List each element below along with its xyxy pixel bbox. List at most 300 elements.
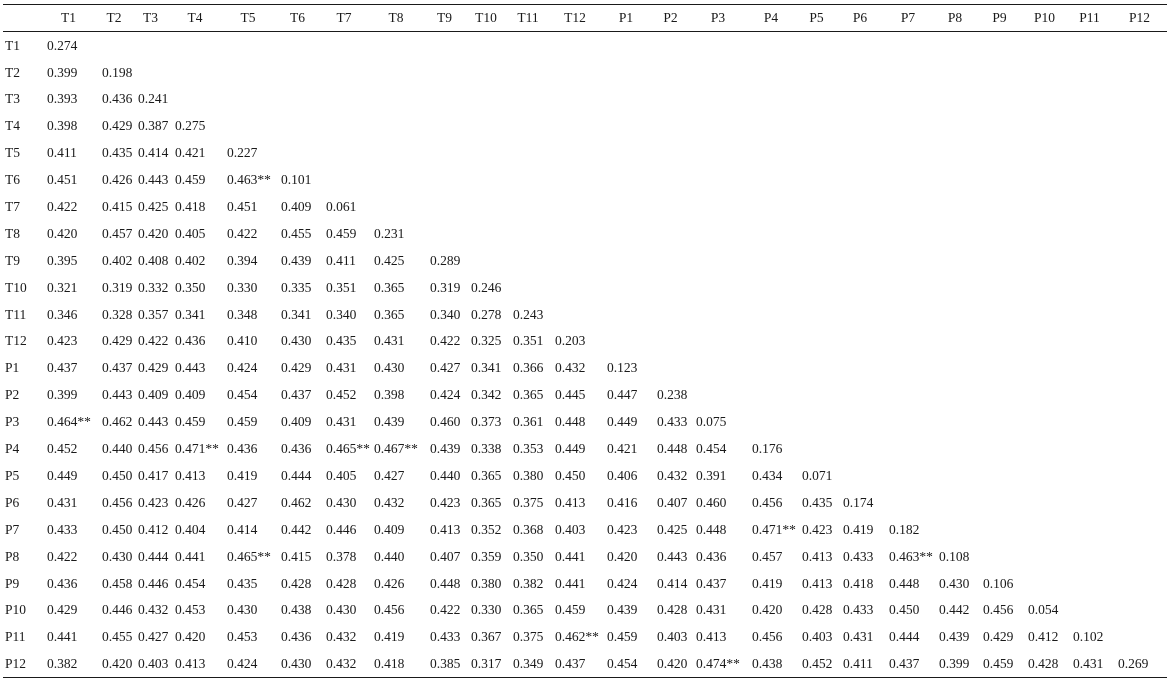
table-cell: 0.365: [374, 306, 405, 322]
empty-cell: [424, 140, 465, 167]
table-cell: 0.437: [889, 656, 920, 672]
table-cell: 0.108: [939, 548, 970, 564]
table-cell: 0.375: [513, 494, 544, 510]
empty-cell: [1067, 435, 1112, 462]
table-cell: 0.419: [843, 521, 874, 537]
empty-cell: [1022, 408, 1067, 435]
empty-cell: [507, 86, 549, 113]
table-cell: 0.174: [843, 494, 874, 510]
empty-cell: [837, 408, 883, 435]
empty-cell: [465, 166, 507, 193]
table-cell: 0.422: [430, 333, 461, 349]
table-cell: 0.429: [102, 118, 133, 134]
table-cell: 0.432: [555, 360, 586, 376]
empty-cell: [601, 166, 651, 193]
table-cell: 0.412: [1028, 629, 1059, 645]
empty-cell: [977, 462, 1022, 489]
table-cell: 0.430: [374, 360, 405, 376]
empty-cell: [549, 32, 601, 59]
table-cell: 0.424: [227, 656, 258, 672]
table-cell: 0.452: [47, 441, 78, 457]
empty-cell: [1067, 328, 1112, 355]
empty-cell: [933, 408, 977, 435]
empty-cell: [690, 113, 746, 140]
empty-cell: [1067, 86, 1112, 113]
empty-cell: [1112, 408, 1167, 435]
empty-cell: [368, 166, 424, 193]
empty-cell: [1112, 193, 1167, 220]
table-cell: 0.428: [1028, 656, 1059, 672]
table-cell: 0.454: [175, 575, 206, 591]
row-header: P7: [5, 521, 20, 537]
empty-cell: [1022, 382, 1067, 409]
column-header: T9: [437, 10, 452, 26]
table-row: [3, 355, 1167, 382]
table-cell: 0.319: [430, 279, 461, 295]
table-row: [3, 247, 1167, 274]
row-header: P11: [5, 629, 26, 645]
table-cell: 0.426: [102, 172, 133, 188]
table-cell: 0.340: [326, 306, 357, 322]
table-cell: 0.415: [102, 199, 133, 215]
empty-cell: [651, 247, 690, 274]
empty-cell: [601, 59, 651, 86]
table-cell: 0.471**: [752, 521, 796, 537]
empty-cell: [1067, 408, 1112, 435]
empty-cell: [746, 166, 796, 193]
empty-cell: [1067, 462, 1112, 489]
table-row: [3, 624, 1167, 651]
table-cell: 0.361: [513, 414, 544, 430]
table-cell: 0.394: [227, 252, 258, 268]
empty-cell: [883, 489, 933, 516]
empty-cell: [933, 516, 977, 543]
empty-cell: [837, 193, 883, 220]
empty-cell: [1112, 59, 1167, 86]
table-row: [3, 650, 1167, 677]
empty-cell: [977, 32, 1022, 59]
row-header: T3: [5, 91, 20, 107]
table-cell: 0.456: [752, 494, 783, 510]
table-cell: 0.433: [843, 602, 874, 618]
table-cell: 0.437: [555, 656, 586, 672]
table-cell: 0.198: [102, 64, 133, 80]
table-cell: 0.435: [227, 575, 258, 591]
empty-cell: [796, 301, 837, 328]
distance-matrix-table: [3, 4, 1167, 678]
empty-cell: [1112, 516, 1167, 543]
empty-cell: [1022, 301, 1067, 328]
empty-cell: [651, 32, 690, 59]
empty-cell: [1022, 59, 1067, 86]
table-cell: 0.102: [1073, 629, 1104, 645]
empty-cell: [368, 193, 424, 220]
table-cell: 0.427: [374, 467, 405, 483]
empty-cell: [883, 166, 933, 193]
empty-cell: [977, 247, 1022, 274]
empty-cell: [796, 274, 837, 301]
empty-cell: [1067, 382, 1112, 409]
empty-cell: [883, 435, 933, 462]
empty-cell: [837, 113, 883, 140]
table-cell: 0.430: [281, 333, 312, 349]
empty-cell: [1112, 382, 1167, 409]
empty-cell: [796, 328, 837, 355]
empty-cell: [933, 86, 977, 113]
table-cell: 0.428: [802, 602, 833, 618]
empty-cell: [651, 274, 690, 301]
table-cell: 0.432: [326, 629, 357, 645]
table-cell: 0.471**: [175, 441, 219, 457]
table-cell: 0.422: [227, 225, 258, 241]
table-cell: 0.054: [1028, 602, 1059, 618]
column-header: P2: [663, 10, 678, 26]
table-row: [3, 166, 1167, 193]
table-row: [3, 489, 1167, 516]
table-cell: 0.395: [47, 252, 78, 268]
table-row: [3, 543, 1167, 570]
table-cell: 0.448: [657, 441, 688, 457]
empty-cell: [933, 32, 977, 59]
empty-cell: [746, 193, 796, 220]
table-cell: 0.424: [607, 575, 638, 591]
empty-cell: [651, 59, 690, 86]
table-cell: 0.452: [326, 387, 357, 403]
table-cell: 0.439: [939, 629, 970, 645]
table-cell: 0.341: [281, 306, 312, 322]
empty-cell: [690, 301, 746, 328]
table-cell: 0.445: [555, 387, 586, 403]
table-cell: 0.451: [47, 172, 78, 188]
table-cell: 0.421: [607, 441, 638, 457]
empty-cell: [1112, 597, 1167, 624]
table-cell: 0.414: [227, 521, 258, 537]
row-header: T10: [5, 279, 27, 295]
empty-cell: [1022, 516, 1067, 543]
row-header: P10: [5, 602, 27, 618]
table-cell: 0.420: [102, 656, 133, 672]
empty-cell: [690, 247, 746, 274]
table-cell: 0.455: [102, 629, 133, 645]
table-cell: 0.433: [430, 629, 461, 645]
empty-cell: [746, 408, 796, 435]
table-cell: 0.428: [326, 575, 357, 591]
empty-cell: [837, 32, 883, 59]
table-cell: 0.278: [471, 306, 502, 322]
empty-cell: [507, 140, 549, 167]
empty-cell: [1022, 166, 1067, 193]
table-cell: 0.431: [326, 360, 357, 376]
empty-cell: [1022, 543, 1067, 570]
empty-cell: [549, 301, 601, 328]
table-cell: 0.071: [802, 467, 833, 483]
empty-cell: [796, 355, 837, 382]
empty-cell: [368, 113, 424, 140]
table-cell: 0.325: [471, 333, 502, 349]
empty-cell: [883, 408, 933, 435]
empty-cell: [549, 274, 601, 301]
empty-cell: [320, 113, 368, 140]
empty-cell: [796, 113, 837, 140]
row-header: T2: [5, 64, 20, 80]
empty-cell: [977, 516, 1022, 543]
empty-cell: [933, 113, 977, 140]
table-cell: 0.430: [102, 548, 133, 564]
empty-cell: [933, 220, 977, 247]
empty-cell: [368, 59, 424, 86]
table-cell: 0.450: [102, 467, 133, 483]
table-cell: 0.442: [939, 602, 970, 618]
table-cell: 0.350: [175, 279, 206, 295]
table-cell: 0.443: [138, 414, 169, 430]
table-cell: 0.443: [102, 387, 133, 403]
table-cell: 0.463**: [227, 172, 271, 188]
empty-cell: [424, 32, 465, 59]
empty-cell: [651, 328, 690, 355]
empty-cell: [1067, 32, 1112, 59]
table-cell: 0.420: [607, 548, 638, 564]
table-cell: 0.436: [281, 441, 312, 457]
table-cell: 0.430: [281, 656, 312, 672]
table-cell: 0.430: [326, 494, 357, 510]
empty-cell: [132, 59, 169, 86]
table-cell: 0.413: [175, 467, 206, 483]
row-header: T11: [5, 306, 27, 322]
empty-cell: [1112, 32, 1167, 59]
column-header: P7: [900, 10, 916, 26]
table-cell: 0.398: [374, 387, 405, 403]
empty-cell: [549, 59, 601, 86]
empty-cell: [977, 328, 1022, 355]
table-cell: 0.426: [175, 494, 206, 510]
table-cell: 0.335: [281, 279, 312, 295]
table-cell: 0.409: [175, 387, 206, 403]
empty-cell: [1112, 220, 1167, 247]
row-header: P1: [5, 360, 20, 376]
row-header: P3: [5, 414, 20, 430]
table-cell: 0.351: [326, 279, 357, 295]
empty-cell: [549, 113, 601, 140]
empty-cell: [977, 301, 1022, 328]
empty-cell: [977, 113, 1022, 140]
table-cell: 0.182: [889, 521, 920, 537]
table-cell: 0.460: [696, 494, 727, 510]
table-cell: 0.435: [102, 145, 133, 161]
table-cell: 0.378: [326, 548, 357, 564]
table-cell: 0.434: [752, 467, 783, 483]
empty-cell: [796, 59, 837, 86]
table-cell: 0.446: [138, 575, 169, 591]
table-cell: 0.429: [47, 602, 78, 618]
table-cell: 0.412: [138, 521, 169, 537]
empty-cell: [1022, 355, 1067, 382]
empty-cell: [132, 32, 169, 59]
table-cell: 0.380: [513, 467, 544, 483]
column-header: P4: [763, 10, 779, 26]
table-cell: 0.421: [175, 145, 206, 161]
empty-cell: [933, 274, 977, 301]
table-cell: 0.348: [227, 306, 258, 322]
table-cell: 0.431: [843, 629, 874, 645]
empty-cell: [465, 86, 507, 113]
column-header: P11: [1079, 10, 1100, 26]
empty-cell: [837, 220, 883, 247]
empty-cell: [424, 220, 465, 247]
empty-cell: [796, 193, 837, 220]
table-cell: 0.365: [471, 467, 502, 483]
table-cell: 0.409: [374, 521, 405, 537]
column-header: T12: [564, 10, 586, 26]
empty-cell: [977, 193, 1022, 220]
table-cell: 0.456: [374, 602, 405, 618]
empty-cell: [507, 59, 549, 86]
row-header: P12: [5, 656, 27, 672]
table-cell: 0.123: [607, 360, 638, 376]
row-header: P8: [5, 548, 20, 564]
table-cell: 0.353: [513, 441, 544, 457]
empty-cell: [746, 59, 796, 86]
empty-cell: [883, 113, 933, 140]
row-header: P9: [5, 575, 20, 591]
table-cell: 0.459: [227, 414, 258, 430]
empty-cell: [1022, 193, 1067, 220]
empty-cell: [221, 86, 275, 113]
table-cell: 0.446: [102, 602, 133, 618]
table-cell: 0.430: [939, 575, 970, 591]
table-cell: 0.431: [696, 602, 727, 618]
empty-cell: [883, 462, 933, 489]
empty-cell: [221, 32, 275, 59]
table-cell: 0.413: [802, 575, 833, 591]
empty-cell: [933, 166, 977, 193]
table-cell: 0.457: [752, 548, 783, 564]
table-cell: 0.419: [752, 575, 783, 591]
empty-cell: [651, 220, 690, 247]
empty-cell: [690, 166, 746, 193]
empty-cell: [690, 193, 746, 220]
empty-cell: [746, 113, 796, 140]
table-cell: 0.427: [430, 360, 461, 376]
table-cell: 0.423: [430, 494, 461, 510]
table-cell: 0.437: [696, 575, 727, 591]
table-cell: 0.246: [471, 279, 502, 295]
table-cell: 0.429: [281, 360, 312, 376]
table-cell: 0.444: [889, 629, 920, 645]
row-header: T12: [5, 333, 27, 349]
empty-cell: [883, 59, 933, 86]
table-cell: 0.423: [138, 494, 169, 510]
table-row: [3, 382, 1167, 409]
empty-cell: [507, 247, 549, 274]
empty-cell: [601, 32, 651, 59]
empty-cell: [933, 462, 977, 489]
column-header: P12: [1128, 10, 1150, 26]
empty-cell: [1067, 516, 1112, 543]
table-cell: 0.459: [555, 602, 586, 618]
table-cell: 0.393: [47, 91, 78, 107]
empty-cell: [1067, 193, 1112, 220]
corner-cell: [3, 5, 41, 32]
table-cell: 0.425: [138, 199, 169, 215]
table-cell: 0.437: [102, 360, 133, 376]
empty-cell: [1112, 274, 1167, 301]
empty-cell: [601, 328, 651, 355]
table-cell: 0.422: [430, 602, 461, 618]
table-row: [3, 193, 1167, 220]
table-cell: 0.443: [138, 172, 169, 188]
empty-cell: [601, 301, 651, 328]
table-cell: 0.403: [657, 629, 688, 645]
empty-cell: [1112, 462, 1167, 489]
column-header: T7: [336, 10, 352, 26]
table-cell: 0.456: [102, 494, 133, 510]
table-cell: 0.467**: [374, 441, 418, 457]
table-cell: 0.436: [102, 91, 133, 107]
empty-cell: [837, 166, 883, 193]
empty-cell: [690, 86, 746, 113]
table-cell: 0.452: [802, 656, 833, 672]
empty-cell: [651, 86, 690, 113]
table-cell: 0.391: [696, 467, 727, 483]
empty-cell: [837, 435, 883, 462]
table-cell: 0.413: [555, 494, 586, 510]
empty-cell: [690, 32, 746, 59]
empty-cell: [796, 435, 837, 462]
empty-cell: [977, 489, 1022, 516]
table-cell: 0.241: [138, 91, 169, 107]
empty-cell: [933, 328, 977, 355]
empty-cell: [933, 301, 977, 328]
table-cell: 0.441: [175, 548, 206, 564]
table-cell: 0.424: [430, 387, 461, 403]
empty-cell: [549, 86, 601, 113]
table-cell: 0.420: [47, 225, 78, 241]
table-cell: 0.428: [281, 575, 312, 591]
table-cell: 0.405: [175, 225, 206, 241]
empty-cell: [1112, 301, 1167, 328]
row-header: P5: [5, 467, 20, 483]
empty-cell: [507, 113, 549, 140]
table-cell: 0.427: [227, 494, 258, 510]
table-cell: 0.428: [657, 602, 688, 618]
table-cell: 0.411: [326, 252, 356, 268]
table-cell: 0.418: [374, 656, 405, 672]
table-cell: 0.432: [326, 656, 357, 672]
table-cell: 0.450: [555, 467, 586, 483]
empty-cell: [977, 59, 1022, 86]
table-cell: 0.243: [513, 306, 544, 322]
empty-cell: [690, 355, 746, 382]
empty-cell: [368, 86, 424, 113]
empty-cell: [746, 274, 796, 301]
table-cell: 0.456: [983, 602, 1014, 618]
table-cell: 0.419: [374, 629, 405, 645]
table-cell: 0.459: [175, 414, 206, 430]
empty-cell: [837, 59, 883, 86]
empty-cell: [1022, 570, 1067, 597]
empty-cell: [883, 355, 933, 382]
table-cell: 0.425: [657, 521, 688, 537]
table-cell: 0.227: [227, 145, 258, 161]
table-cell: 0.430: [326, 602, 357, 618]
empty-cell: [1022, 274, 1067, 301]
table-cell: 0.460: [430, 414, 461, 430]
row-header: P2: [5, 387, 20, 403]
table-cell: 0.321: [47, 279, 78, 295]
empty-cell: [1067, 274, 1112, 301]
empty-cell: [690, 382, 746, 409]
column-header: P8: [947, 10, 963, 26]
